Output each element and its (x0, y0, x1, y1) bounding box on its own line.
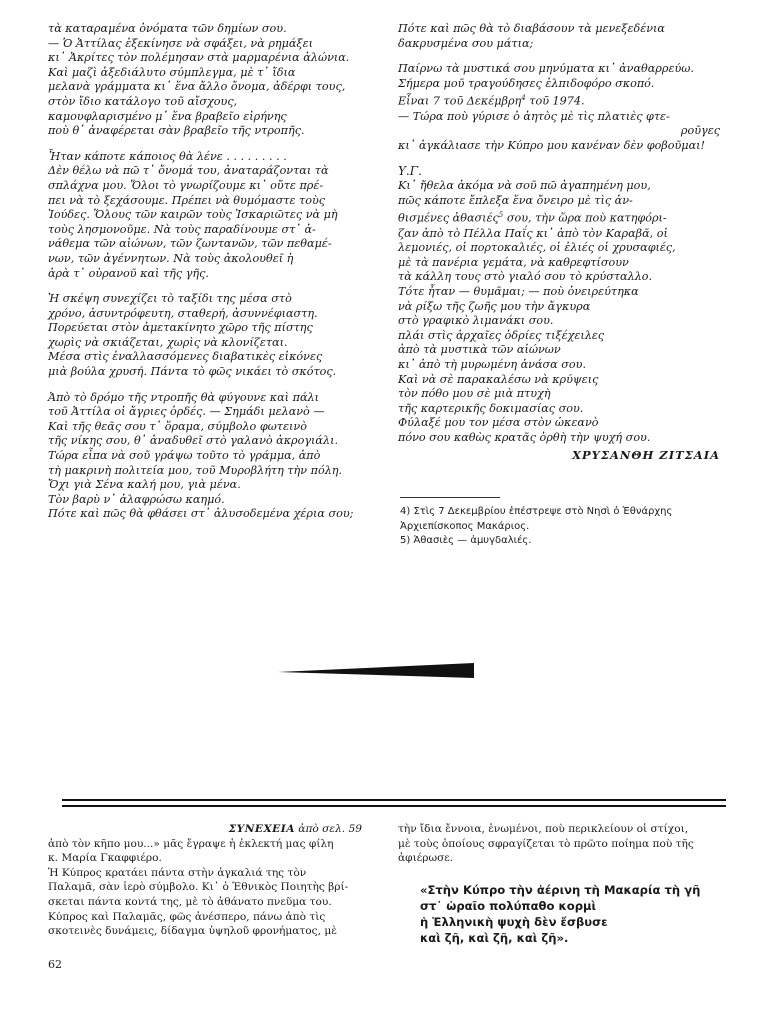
text-line: μελανὰ γράμματα κι᾿ ἕνα ἄλλο ὄνομα, ἀδέρφι τους, (48, 80, 346, 94)
text-line: Ἰούδες. Ὅλους τῶν καιρῶν τοὺς Ἰσκαριῶτες νὰ μὴ (48, 208, 338, 222)
text-line: κι᾿ ἀγκάλιασε τὴν Κύπρο μου κανέναν δὲν φοβοῦμαι! (398, 138, 706, 152)
text-line: δακρυσμένα σου μάτια; (398, 36, 534, 50)
footnote-ref: 4 (521, 94, 526, 103)
continued-left-column (48, 822, 370, 939)
text-line: Τώρα εἶπα νὰ σοῦ γράψω τοῦτο τὸ γράμμα, ἀπὸ (48, 449, 321, 463)
text-line: ἀπὸ τὰ μυστικὰ τῶν αἰώνων (398, 343, 561, 357)
section-rule-top (62, 799, 726, 801)
right-column (398, 22, 720, 462)
text-line: Φύλαξέ μου τον μέσα στὸν ὠκεανὸ (398, 416, 599, 430)
section-rule-bottom (62, 805, 726, 807)
text-line: Κύπρος καὶ Παλαμᾶς, φῶς ἀνέσπερο, πάνω ἀπὸ τὶς (48, 910, 326, 923)
text-line: ζαν ἀπὸ τὸ Πέλλα Παΐς κι᾿ ἀπὸ τὸν Καραβᾶ, οἱ (398, 226, 668, 240)
page-number: 62 (48, 958, 62, 971)
quoted-verse (420, 882, 720, 946)
text-line: πλάι στὶς ἀρχαῖες ὁδρίες τιξέχειλες (398, 328, 605, 342)
text-line: Πότε καὶ πῶς θὰ φθάσει στ᾿ ἀλυσοδεμένα χέρια σου; (48, 507, 354, 521)
text-line: Τὸν βαρὺ ν᾿ ἀλαφρώσω καημό. (48, 492, 225, 506)
text-line: Δὲν θέλω νὰ πῶ τ᾿ ὄνομά του, ἀναταράζονται τὰ (48, 164, 329, 178)
verse-line: καὶ ζῆ, καὶ ζῆ, καὶ ζῆ». (420, 930, 569, 945)
text-line: ἀφιέρωσε. (398, 852, 454, 865)
text-segment: θισμένες ἀθασιές (398, 212, 499, 225)
text-line: ποὺ θ᾿ ἀναφέρεται σὰν βραβεῖο τῆς ντροπῆς. (48, 124, 305, 138)
text-line: μὲ τοὺς ὁποίους σφραγίζεται τὸ πρῶτο ποίημα ποὺ τῆς (398, 837, 694, 850)
text-line: νων, τῶν ἀγέννητων. Νὰ τοὺς ἀκολουθεῖ ἡ (48, 251, 294, 265)
footnote: 4) Στὶς 7 Δεκεμβρίου ἐπέστρεψε στὸ Νησὶ ὁ Ἐθνάρχης (400, 506, 673, 517)
text-line: ροῦγες (680, 124, 720, 138)
text-line: Ἡ Κύπρος κρατάει πάντα στὴν ἀγκαλιά της τὸν (48, 866, 307, 879)
text-segment: σου, τὴν ὥρα ποὺ κατηφόρι- (503, 212, 667, 225)
author-signature: ΧΡΥΣΑΝΘΗ ΖΙΤΣΑΙΑ (572, 447, 720, 462)
footnotes (400, 505, 672, 549)
text-line: πῶς κάποτε ἔπλεξα ἕνα ὄνειρο μὲ τὶς ἀν- (398, 193, 633, 207)
text-line: τὰ κάλλη τους στὸ γιαλό σου τὸ κρύσταλλο. (398, 270, 653, 284)
text-line: σκεται πάντα κοντά της, μὲ τὸ ἀθάνατο πνεῦμα του. (48, 895, 332, 908)
verse-line: ἡ Ἑλληνικὴ ψυχὴ δὲν ἔσβυσε (420, 914, 608, 929)
text-line: χρόνο, ἀσυντρόφευτη, σταθερή, ἀσυννέφιαστη. (48, 306, 318, 320)
text-line: τὰ καταραμένα ὀνόματα τῶν δημίων σου. (48, 22, 287, 35)
text-line: Παίρνω τὰ μυστικά σου μηνύματα κι᾿ ἀναθαρρεύω. (398, 62, 694, 76)
text-line: μιὰ βούλα χρυσή. Πάντα τὸ φῶς νικάει τὸ σκότος. (48, 365, 337, 379)
text-line: τοῦ Ἀττίλα οἱ ἄγριες ὀρδές. — Σημάδι μελανὸ — (48, 405, 325, 419)
verse-line: «Στὴν Κύπρο τὴν ἀέρινη τὴ Μακαρία τὴ γῆ (420, 882, 701, 897)
ps-heading: Υ.Γ. (398, 164, 422, 179)
text-line: Καὶ νὰ σὲ παρακαλέσω νὰ κρύψεις (398, 372, 599, 386)
continued-page-ref: ἀπὸ σελ. 59 (294, 823, 362, 835)
left-column (48, 22, 378, 522)
text-line: Σήμερα μοῦ τραγούδησες ἐλπιδοφόρο σκοπό. (398, 76, 655, 90)
text-line: Πότε καὶ πῶς θὰ τὸ διαβάσουν τὰ μενεξεδένια (398, 22, 665, 35)
text-segment: τοῦ 1974. (525, 95, 585, 109)
continued-right-column (398, 822, 720, 946)
text-line: στὸ γραφικὸ λιμανάκι σου. (398, 314, 554, 328)
decorative-wedge-divider (278, 662, 474, 680)
text-line: σκοτεινὲς δυνάμεις, δίδαγμα ὑψηλοῦ φρονήματος, μὲ (48, 925, 337, 938)
text-line: τῆς καρτερικῆς δοκιμασίας σου. (398, 401, 584, 415)
text-line: σπλάχνα μου. Ὅλοι τὸ γνωρίζουμε κι᾿ οὔτε πρέ- (48, 178, 324, 192)
text-line: τὴ μακρινὴ πολιτεία μου, τοῦ Μυροβλήτη τὴν πόλη. (48, 463, 343, 477)
text-line: — Ὁ Ἀττίλας ἐξεκίνησε νὰ σφάξει, νὰ ρημάξει (48, 36, 313, 50)
text-line (398, 91, 720, 109)
footnote-ref: 5 (498, 211, 504, 220)
text-line: καμουφλαρισμένο μ᾿ ἕνα βραβεῖο εἰρήνης (48, 109, 287, 123)
continued-label: ΣΥΝΕΧΕΙΑ (228, 823, 295, 835)
text-line: Ὄχι γιὰ Σένα καλή μου, γιὰ μένα. (48, 478, 241, 492)
text-line: ἀρὰ τ᾿ οὐρανοῦ καὶ τῆς γῆς. (48, 266, 209, 280)
text-line: λεμονιές, οἱ πορτοκαλιές, οἱ ἐλιές οἱ χρυσαφιές, (398, 241, 676, 255)
text-line: νάθεμα τῶν αἰώνων, τῶν ζωντανῶν, τῶν πεθαμέ- (48, 237, 332, 251)
text-line: τοὺς λησμονοῦμε. Νὰ τοὺς παραδίνουμε στ᾿ ἀ- (48, 222, 316, 236)
text-line: νὰ ρίξω τῆς ζωῆς μου τὴν ἄγκυρα (398, 299, 591, 313)
text-line: Ἡ σκέψη συνεχίζει τὸ ταξίδι της μέσα στὸ (48, 292, 292, 306)
text-line: τὸν πόθο μου σὲ μιὰ πτυχὴ (398, 387, 551, 401)
text-line: Καὶ τῆς θεᾶς σου τ᾿ ὅραμα, σύμβολο φωτεινὸ (48, 419, 307, 433)
text-line: Καὶ μαζὶ ἀξεδιάλυτο σύμπλεγμα, μὲ τ᾿ ἴδια (48, 65, 296, 79)
footnote: Ἀρχιεπίσκοπος Μακάριος. (400, 520, 530, 532)
text-line: πόνο σου καθὼς κρατᾶς ὀρθὴ τὴν ψυχή σου. (398, 430, 651, 444)
text-line: χωρὶς νὰ σκιάζεται, χωρὶς νὰ κλονίζεται. (48, 335, 288, 349)
text-line (398, 208, 720, 226)
text-line: πει νὰ τὸ ξεχάσουμε. Πρέπει νὰ θυμόμαστε τοὺς (48, 193, 326, 207)
text-line: — Τώρα ποὺ γύρισε ὁ ἀητὸς μὲ τὶς πλατιὲς φτε- (398, 109, 670, 123)
text-line: τῆς νίκης σου, θ᾿ ἀναδυθεῖ στὸ γαλανὸ ἀκρογιάλι. (48, 434, 339, 448)
text-line: Ἀπὸ τὸ δρόμο τῆς ντροπῆς θὰ φύγουνε καὶ πάλι (48, 390, 319, 404)
text-line: Τότε ἦταν — θυμᾶμαι; — ποὺ ὀνειρεύτηκα (398, 284, 639, 298)
text-line: μὲ τὰ πανέρια γεμάτα, νὰ καθρεφτίσουν (398, 255, 629, 269)
text-line: κ. Μαρία Γκαφφιέρο. (48, 852, 162, 865)
continued-header (48, 822, 370, 837)
text-line: Παλαμᾶ, σὰν ἱερὸ σύμβολο. Κι᾿ ὁ Ἐθνικὸς Ποιητὴς βρί- (48, 881, 349, 894)
verse-line: στ᾿ ὡραῖο πολύπαθο κορμὶ (420, 898, 597, 913)
text-line: κι᾿ ἀπὸ τὴ μυρωμένη ἀνάσα σου. (398, 357, 587, 371)
text-line: τὴν ἴδια ἔννοια, ἑνωμένοι, ποὺ περικλείουν οἱ στίχοι, (398, 823, 689, 835)
text-line: Μέσα στὶς ἐναλλασσόμενες διαβατικὲς εἰκόνες (48, 350, 323, 364)
text-line: ἀπὸ τὸν κῆπο μου...» μᾶς ἔγραψε ἡ ἐκλεκτή μας φίλη (48, 837, 334, 850)
text-segment: Εἶναι 7 τοῦ Δεκέμβρη (398, 95, 522, 109)
footnote-divider (400, 497, 500, 498)
text-line: Πορεύεται στὸν ἀμετακίνητο χῶρο τῆς πίστης (48, 321, 313, 335)
text-line: Κι᾿ ἤθελα ἀκόμα νὰ σοῦ πῶ ἀγαπημένη μου, (398, 179, 651, 193)
footnote: 5) Ἀθασιὲς — ἀμυγδαλιές. (400, 535, 532, 546)
text-line: στὸν ἴδιο κατάλογο τοῦ αἴσχους, (48, 94, 238, 108)
text-line: Ἦταν κάποτε κάποιος θὰ λένε . . . . . . . . . (48, 149, 287, 163)
text-line: κι᾿ Ἀκρίτες τὸν πολέμησαν στὰ μαρμαρένια ἁλώνια. (48, 51, 350, 65)
